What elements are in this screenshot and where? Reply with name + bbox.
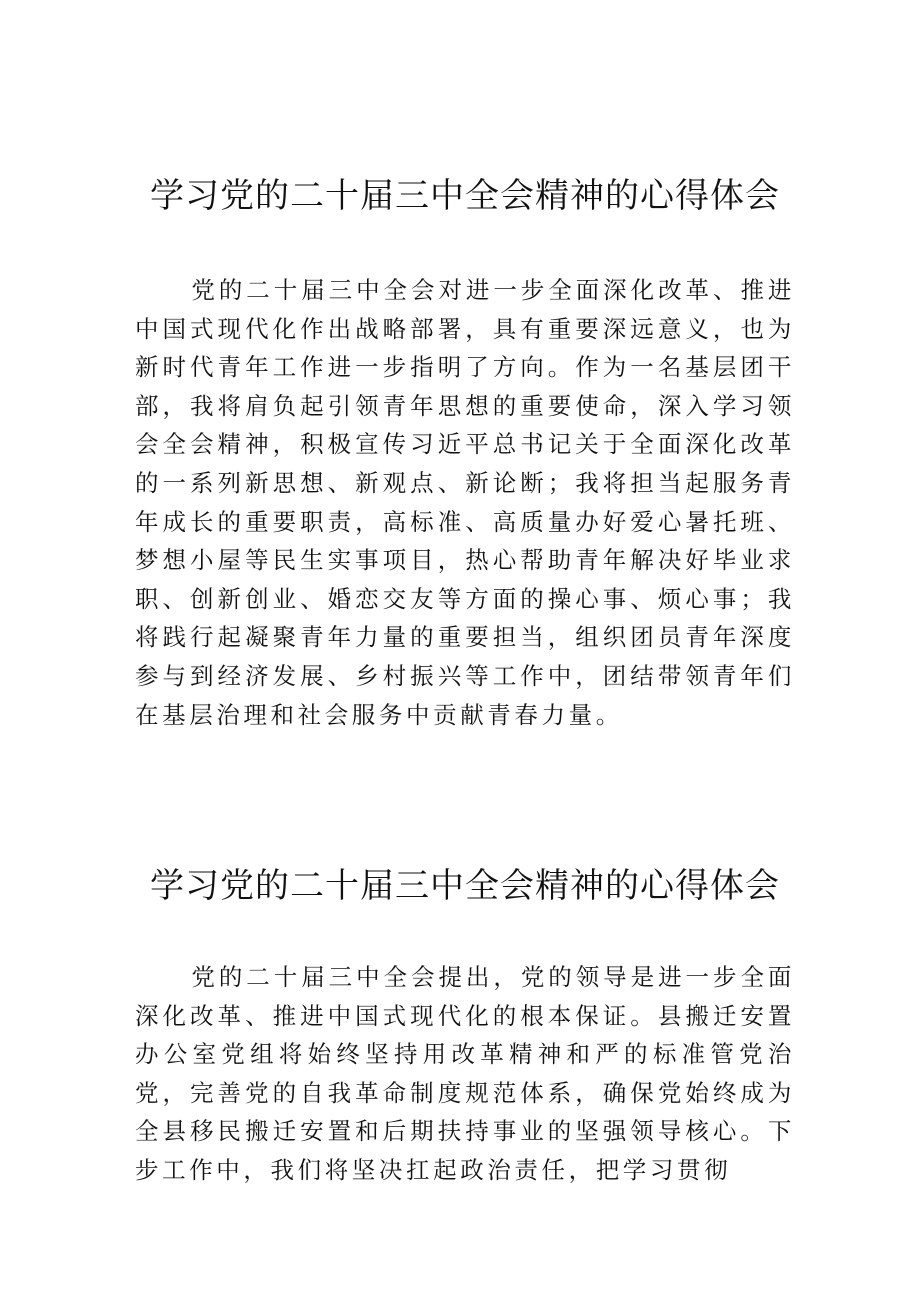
article-section-2 (135, 858, 795, 1190)
article-paragraph-2: 党的二十届三中全会提出，党的领导是进一步全面深化改革、推进中国式现代化的根本保证。县搬迁安置办公室党组将始终坚持用改革精神和严的标准管党治党，完善党的自我革命制度规范体系，确保党始终成为全县移民搬迁安置和后期扶持事业的坚强领导核心。下步工作中，我们将坚决扛起政治责任，把学习贯彻 (135, 963, 795, 1184)
article-title-1: 学习党的二十届三中全会精神的心得体会 (150, 176, 780, 216)
article-paragraph-1: 党的二十届三中全会对进一步全面深化改革、推进中国式现代化作出战略部署，具有重要深远意义，也为新时代青年工作进一步指明了方向。作为一名基层团干部，我将肩负起引领青年思想的重要使命，深入学习领会全会精神，积极宣传习近平总书记关于全面深化改革的一系列新思想、新观点、新论断；我将担当起服务青年成长的重要职责，高标准、高质量办好爱心暑托班、梦想小屋等民生实事项目，热心帮助青年解决好毕业求职、创新创业、婚恋交友等方面的操心事、烦心事；我将践行起凝聚青年力量的重要担当，组织团员青年深度参与到经济发展、乡村振兴等工作中，团结带领青年们在基层治理和社会服务中贡献青春力量。 (135, 276, 795, 729)
article-title-2: 学习党的二十届三中全会精神的心得体会 (150, 866, 780, 906)
article-section-1 (135, 168, 795, 734)
